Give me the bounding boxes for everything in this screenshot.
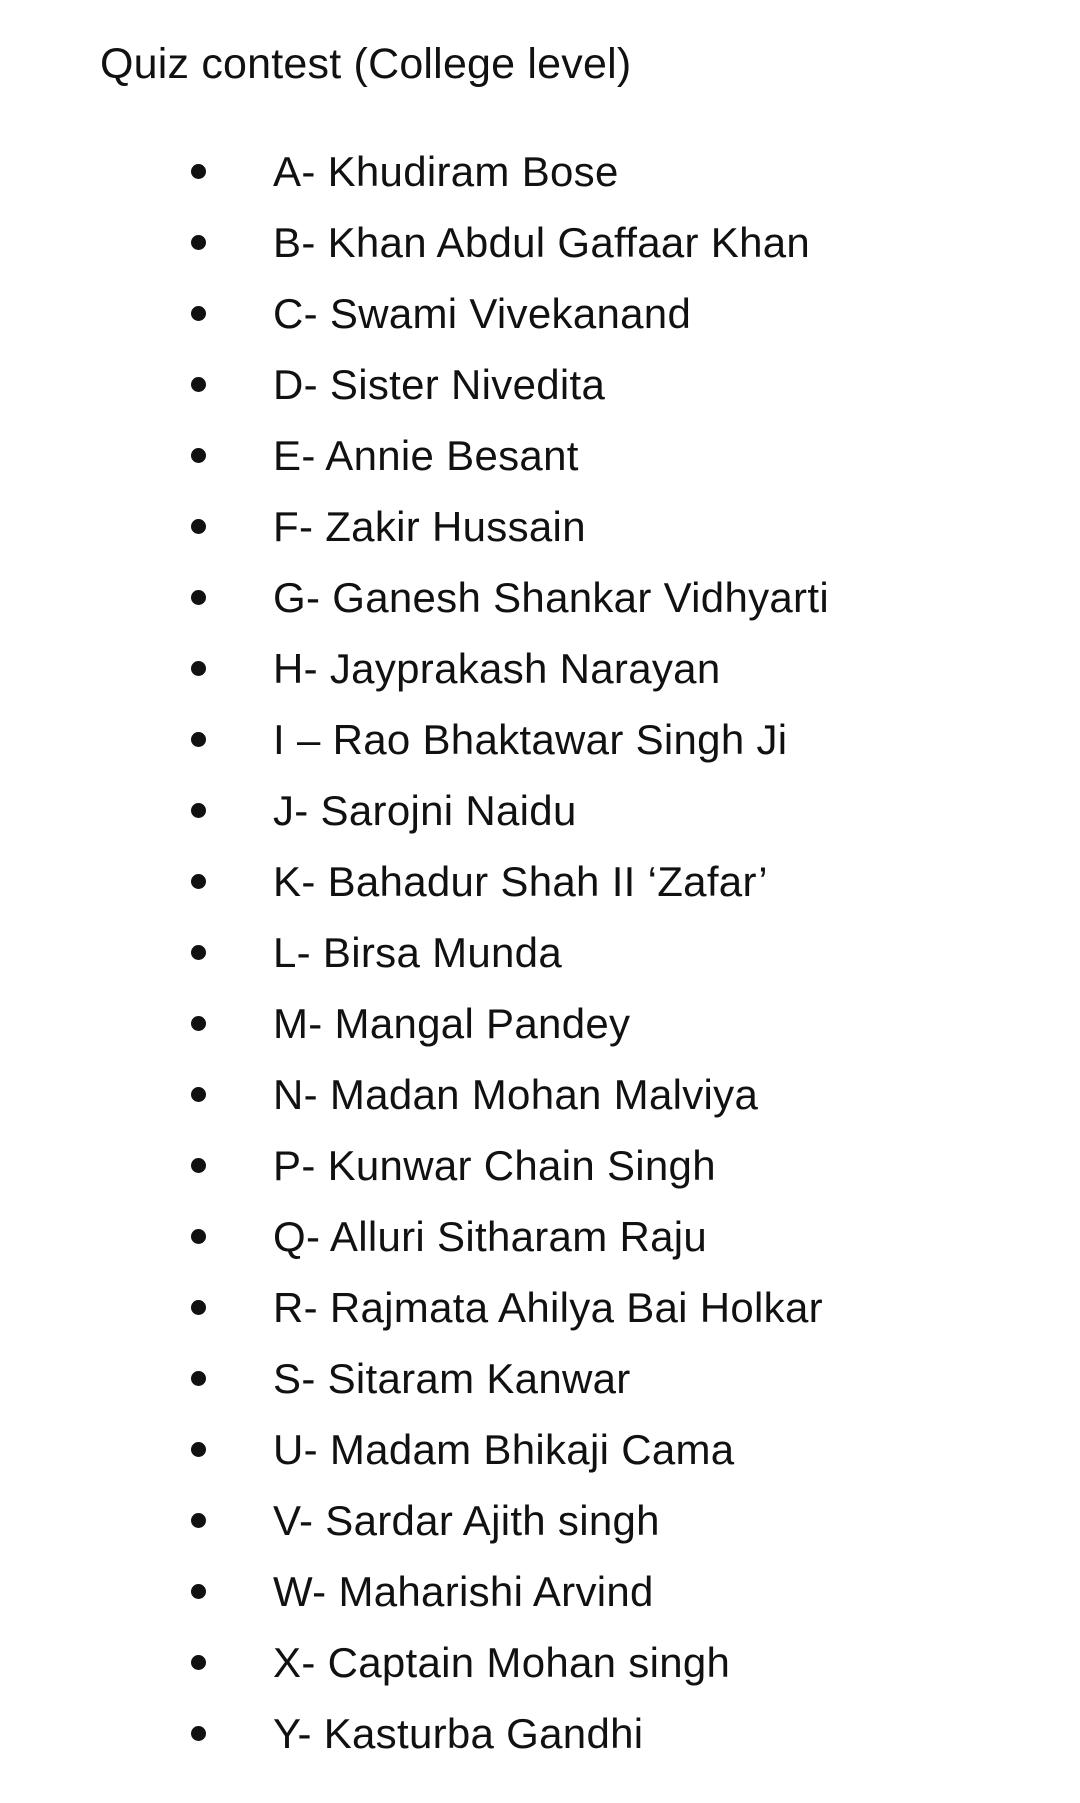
bullet-icon (191, 519, 206, 534)
bullet-icon (191, 732, 206, 747)
list-item (0, 1272, 1080, 1343)
list-item (0, 1130, 1080, 1201)
list-item (0, 1698, 1080, 1769)
bullet-list (0, 136, 1080, 1769)
bullet-icon (191, 164, 206, 179)
list-item-text: Q- Alluri Sitharam Raju (273, 1213, 708, 1260)
bullet-icon (191, 1300, 206, 1315)
bullet-icon (191, 661, 206, 676)
bullet-icon (191, 377, 206, 392)
list-item-text: I – Rao Bhaktawar Singh Ji (273, 716, 788, 763)
list-item (0, 491, 1080, 562)
bullet-icon (191, 1655, 206, 1670)
list-item (0, 917, 1080, 988)
list-item (0, 1059, 1080, 1130)
bullet-icon (191, 306, 206, 321)
bullet-icon (191, 1584, 206, 1599)
list-item-text: G- Ganesh Shankar Vidhyarti (273, 574, 829, 621)
list-item (0, 349, 1080, 420)
list-item-text: P- Kunwar Chain Singh (273, 1142, 716, 1189)
list-item-text: R- Rajmata Ahilya Bai Holkar (273, 1284, 823, 1331)
list-item (0, 1485, 1080, 1556)
list-item (0, 278, 1080, 349)
bullet-icon (191, 1726, 206, 1741)
bullet-icon (191, 448, 206, 463)
list-item-text: U- Madam Bhikaji Cama (273, 1426, 735, 1473)
list-item-text: N- Madan Mohan Malviya (273, 1071, 759, 1118)
list-item-text: M- Mangal Pandey (273, 1000, 631, 1047)
document-title: Quiz contest (College level) (100, 40, 632, 88)
bullet-icon (191, 803, 206, 818)
list-item-text: S- Sitaram Kanwar (273, 1355, 631, 1402)
bullet-icon (191, 1442, 206, 1457)
list-item (0, 207, 1080, 278)
bullet-icon (191, 1016, 206, 1031)
list-item (0, 1556, 1080, 1627)
bullet-icon (191, 1158, 206, 1173)
list-item-text: X- Captain Mohan singh (273, 1639, 731, 1686)
list-item (0, 1201, 1080, 1272)
list-item (0, 1343, 1080, 1414)
list-item-text: D- Sister Nivedita (273, 361, 606, 408)
list-item-text: A- Khudiram Bose (273, 148, 619, 195)
list-item (0, 775, 1080, 846)
list-item-text: J- Sarojni Naidu (273, 787, 577, 834)
list-item (0, 846, 1080, 917)
bullet-icon (191, 945, 206, 960)
list-item-text: C- Swami Vivekanand (273, 290, 692, 337)
list-item-text: W- Maharishi Arvind (273, 1568, 654, 1615)
list-item-text: B- Khan Abdul Gaffaar Khan (273, 219, 811, 266)
list-item (0, 1627, 1080, 1698)
bullet-icon (191, 1087, 206, 1102)
list-item (0, 562, 1080, 633)
list-item-text: H- Jayprakash Narayan (273, 645, 721, 692)
list-item-text: Y- Kasturba Gandhi (273, 1710, 644, 1757)
list-item (0, 420, 1080, 491)
list-item-text: L- Birsa Munda (273, 929, 562, 976)
list-item-text: F- Zakir Hussain (273, 503, 586, 550)
list-item (0, 633, 1080, 704)
list-item (0, 988, 1080, 1059)
list-item (0, 1414, 1080, 1485)
bullet-icon (191, 235, 206, 250)
bullet-icon (191, 1513, 206, 1528)
bullet-icon (191, 1229, 206, 1244)
bullet-icon (191, 874, 206, 889)
bullet-icon (191, 590, 206, 605)
list-item-text: K- Bahadur Shah II ‘Zafar’ (273, 858, 768, 905)
list-item (0, 704, 1080, 775)
list-item-text: E- Annie Besant (273, 432, 579, 479)
bullet-icon (191, 1371, 206, 1386)
list-item-text: V- Sardar Ajith singh (273, 1497, 660, 1544)
list-item (0, 136, 1080, 207)
